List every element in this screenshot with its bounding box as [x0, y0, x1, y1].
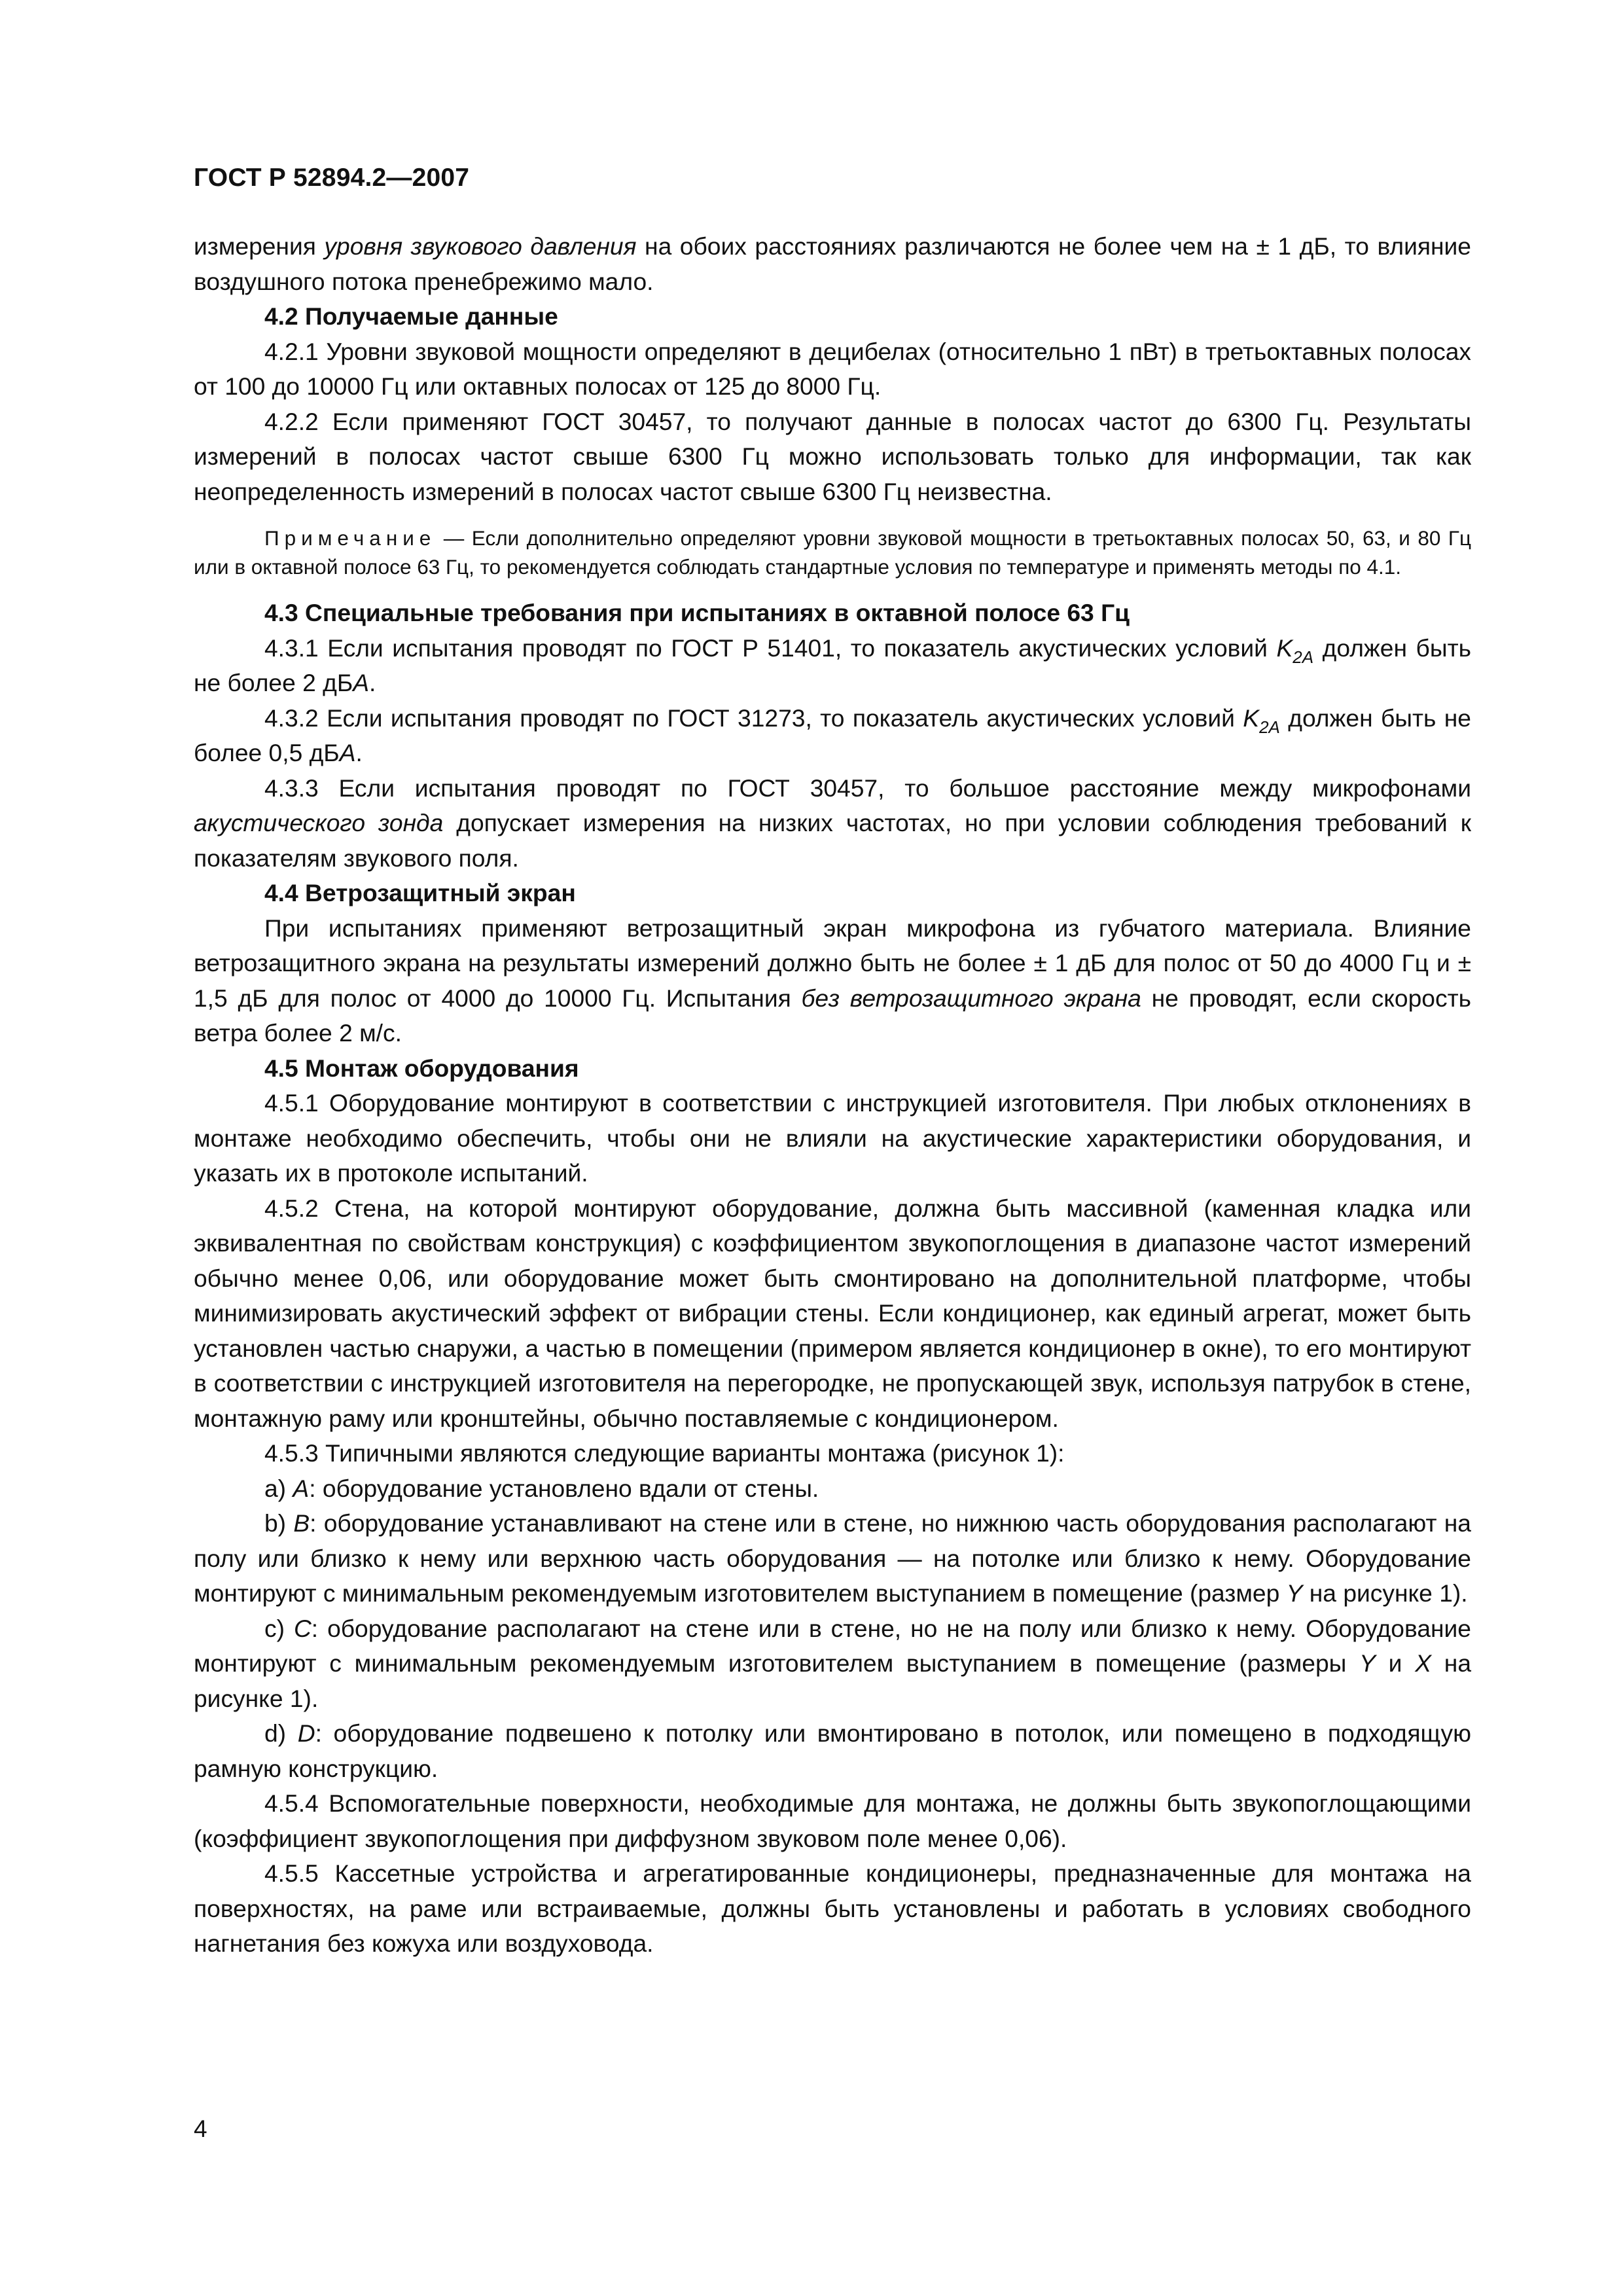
paragraph-4-4: При испытаниях применяют ветрозащитный экран микрофона из губчатого материала. Влияние ветрозащитного экрана на результаты измерений должно быть не более ± 1 дБ для полос от 50 до 4000 Гц и ± 1,5 дБ для полос от 4000 до 10000 Гц. Испытания без ветрозащитного экрана не проводят, если скорость ветра более 2 м/с.	[194, 914, 1471, 1047]
document-body	[194, 229, 1471, 1962]
section-heading-4-4: 4.4 Ветрозащитный экран	[264, 879, 576, 906]
list-item-d: d) D: оборудование подвешено к потолку или вмонтировано в потолок, или помещено в подходящую рамную конструкцию.	[194, 1719, 1471, 1782]
italic-term: уровня звукового давления	[324, 232, 637, 260]
section-heading-4-5: 4.5 Монтаж оборудования	[264, 1054, 579, 1082]
note-text: — Если дополнительно определяют уровни звуковой мощности в третьоктавных полосах 50, 63, и 80 Гц или в октавной полосе 63 Гц, то рекомендуется соблюдать стандартные условия по температуре и применять методы по 4.1.	[194, 526, 1471, 579]
paragraph-continuation: измерения уровня звукового давления на обоих расстояниях различаются не более чем на ± 1 дБ, то влияние воздушного потока пренебрежимо мало.	[194, 232, 1471, 295]
list-item-c: с) С: оборудование располагают на стене или в стене, но не на полу или близко к нему. Оборудование монтируют с минимальным рекомендуемым изготовителем выступанием в помещение (размеры Y и X на рисунке 1).	[194, 1614, 1471, 1712]
paragraph-4-5-5: 4.5.5 Кассетные устройства и агрегатированные кондиционеры, предназначенные для монтажа на поверхностях, на раме или встраиваемые, должны быть установлены и работать в условиях свободного нагнетания без кожуха или воздуховода.	[194, 1859, 1471, 1957]
note-label: Примечание	[264, 526, 437, 550]
list-item-a: а) А: оборудование установлено вдали от стены.	[264, 1474, 819, 1502]
note	[194, 524, 1471, 581]
paragraph-4-3-2: 4.3.2 Если испытания проводят по ГОСТ 31273, то показатель акустических условий $K_{2A}$ должен быть не более 0,5 дБА.	[194, 704, 1471, 766]
document-header: ГОСТ Р 52894.2—2007	[194, 164, 470, 192]
page-number: 4	[194, 2115, 207, 2142]
paragraph-4-3-3: 4.3.3 Если испытания проводят по ГОСТ 30457, то большое расстояние между микрофонами акустического зонда допускает измерения на низких частотах, но при условии соблюдения требований к показателям звукового поля.	[194, 774, 1471, 872]
paragraph-4-5-2: 4.5.2 Стена, на которой монтируют оборудование, должна быть массивной (каменная кладка или эквивалентная по свойствам конструкция) с коэффициентом звукопоглощения в диапазоне частот измерений обычно менее 0,06, или оборудование может быть смонтировано на дополнительной платформе, чтобы минимизировать акустический эффект от вибрации стены. Если кондиционер, как единый агрегат, может быть установлен частью снаружи, а частью в помещении (примером является кондиционер в окне), то его монтируют в соответствии с инструкцией изготовителя на перегородке, не пропускающей звук, используя патрубок в стене, монтажную раму или кронштейны, обычно поставляемые с кондиционером.	[194, 1194, 1471, 1432]
section-heading-4-3: 4.3 Специальные требования при испытаниях в октавной полосе 63 Гц	[264, 599, 1130, 626]
paragraph-4-2-1: 4.2.1 Уровни звуковой мощности определяют в децибелах (относительно 1 пВт) в третьоктавных полосах от 100 до 10000 Гц или октавных полосах от 125 до 8000 Гц.	[194, 337, 1471, 400]
paragraph-4-5-1: 4.5.1 Оборудование монтируют в соответствии с инструкцией изготовителя. При любых отклонениях в монтаже необходимо обеспечить, чтобы они не влияли на акустические характеристики оборудования, и указать их в протоколе испытаний.	[194, 1089, 1471, 1187]
section-heading-4-2: 4.2 Получаемые данные	[264, 302, 558, 330]
list-item-b: b) В: оборудование устанавливают на стене или в стене, но нижнюю часть оборудования располагают на полу или близко к нему или верхнюю часть оборудования — на потолке или близко к нему. Оборудование монтируют с минимальным рекомендуемым изготовителем выступанием в помещение (размер Y на рисунке 1).	[194, 1509, 1471, 1607]
paragraph-4-5-3: 4.5.3 Типичными являются следующие варианты монтажа (рисунок 1):	[264, 1439, 1065, 1467]
paragraph-4-2-2: 4.2.2 Если применяют ГОСТ 30457, то получают данные в полосах частот до 6300 Гц. Результаты измерений в полосах частот свыше 6300 Гц можно использовать только для информации, так как неопределенность измерений в полосах частот свыше 6300 Гц неизвестна.	[194, 407, 1471, 505]
paragraph-4-3-1: 4.3.1 Если испытания проводят по ГОСТ Р 51401, то показатель акустических условий $K_{2A}$ должен быть не более 2 дБА.	[194, 634, 1471, 696]
paragraph-4-5-4: 4.5.4 Вспомогательные поверхности, необходимые для монтажа, не должны быть звукопоглощающими (коэффициент звукопоглощения при диффузном звуковом поле менее 0,06).	[194, 1789, 1471, 1852]
